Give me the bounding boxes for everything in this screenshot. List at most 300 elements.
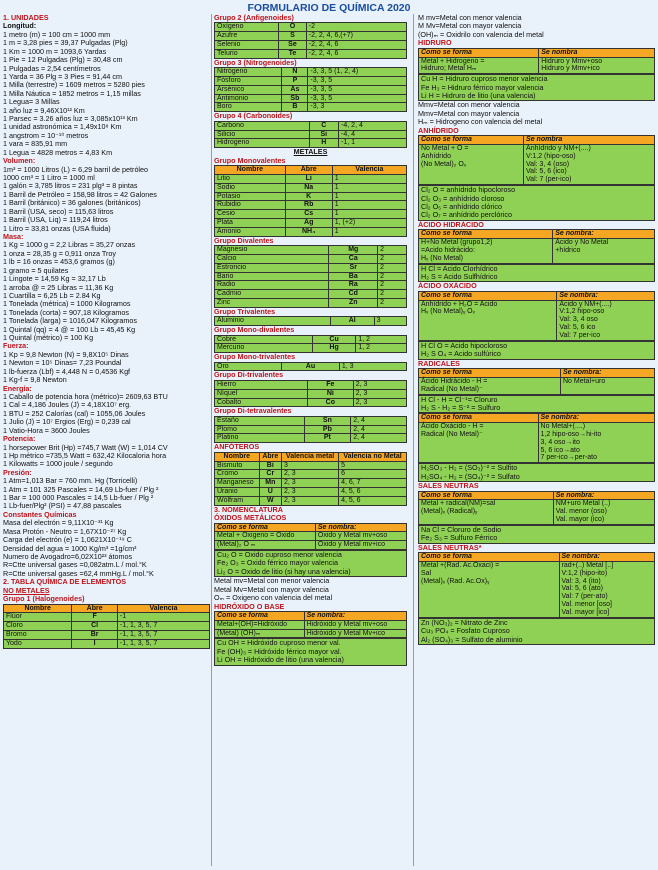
- unit-line: Densidad del agua = 1000 Kg/m³ =1g/cm³: [3, 543, 137, 553]
- column-divider-2: [413, 14, 414, 866]
- formation-table: [418, 291, 655, 341]
- halogen-table: [3, 604, 210, 649]
- unit-line: 1 Atm=1,013 Bar = 760 mm. Hg (Torricelli): [3, 476, 138, 486]
- table-cell: 3: [282, 461, 339, 470]
- table-cell: -1, 1: [339, 139, 407, 148]
- table-row: [215, 210, 407, 219]
- table-row: [419, 57, 655, 74]
- section-heading: RADICALES: [418, 358, 460, 368]
- table-cell: 2, 3: [282, 496, 339, 505]
- table-cell: Wólfram: [215, 496, 260, 505]
- unit-line: 1 m = 3,28 pies = 39,37 Pulgadas (Plg): [3, 38, 128, 48]
- table-header: Valencia: [117, 604, 209, 613]
- unit-line: 1 Newton = 10⁵ Dinas= 7,23 Poundal: [3, 358, 122, 368]
- table-cell: 1: [332, 227, 406, 236]
- table-header: Como se forma: [419, 369, 561, 378]
- table-cell: Metal + radical(NM)=sal (Metal)ₓ (Radical)ᵧ: [419, 500, 554, 524]
- unit-line: R=Ctte universal gases =62,4 mmHg.L / mol.°K: [3, 568, 154, 578]
- examples-box: [214, 550, 407, 577]
- unit-line: 1 Quintal (métrico) = 100 Kg: [3, 333, 94, 343]
- table-cell: Oro: [215, 362, 282, 371]
- table-cell: -2, 2, 4, 6,(+7): [306, 32, 406, 41]
- table-cell: Cobre: [215, 335, 313, 344]
- table-cell: Cromo: [215, 470, 260, 479]
- formation-table: [418, 48, 655, 74]
- example-line: Li₂ O = Oxido de litio (si hay una valencia): [217, 566, 351, 576]
- anfoteros-heading: ANFÓTEROS: [214, 442, 260, 452]
- table-header: Como se forma: [419, 48, 539, 57]
- unit-line: 1 Cal = 4,186 Joules (J) = 4,18X10⁷ erg.: [3, 400, 132, 410]
- table-cell: Si: [309, 130, 338, 139]
- example-line: H₂SO₃ - H₂ = (SO₃)⁻² = Sulfito: [421, 463, 518, 473]
- table-cell: Rb: [285, 201, 332, 210]
- unit-line: 1 horsepower Brit (Hp) =745,7 Watt (W) = 1,014 CV: [3, 442, 168, 452]
- element-table: [214, 22, 407, 58]
- example-line: Cu₂ O = Oxido cuproso menor valencia: [217, 550, 342, 559]
- table-cell: Selenio: [215, 41, 279, 50]
- table-row: [419, 500, 655, 524]
- table-header: Se nombra:: [315, 523, 406, 532]
- table-header: Como se forma: [419, 230, 553, 239]
- table-row: [215, 254, 407, 263]
- example-line: Fe₂ O₃ = Oxido férrico mayor valencia: [217, 558, 338, 568]
- table-cell: 3: [374, 317, 406, 326]
- table-row: [215, 290, 407, 299]
- unit-line: 1 gramo = 5 quilates: [3, 265, 69, 275]
- table-cell: 1, 2: [356, 344, 407, 353]
- formation-table: [214, 611, 407, 638]
- table-cell: Antimonio: [215, 94, 282, 103]
- example-line: Fe H₃ = Hidruro férrico mayor valencia: [421, 82, 544, 92]
- table-row: [4, 639, 210, 648]
- unit-line: 1 Milla (terrestre) = 1609 metros = 5280 pies: [3, 80, 145, 90]
- table-row: [215, 94, 407, 103]
- table-header: Se nombra:: [557, 291, 655, 300]
- section-heading: Energía:: [3, 383, 32, 393]
- table-row: [215, 425, 407, 434]
- example-line: Al₂ (SO₄)₃ = Sulfato de aluminio: [421, 634, 523, 644]
- table-cell: Litio: [215, 174, 286, 183]
- table-header: Abre: [259, 452, 281, 461]
- table-row: [215, 335, 407, 344]
- table-cell: Se: [279, 41, 307, 50]
- unit-line: 1 Pie = 12 Pulgadas (Plg) = 30,48 cm: [3, 55, 123, 65]
- table-cell: Yodo: [4, 639, 72, 648]
- table-cell: Estaño: [215, 416, 305, 425]
- table-header: Como se forma: [419, 553, 560, 562]
- table-row: [215, 201, 407, 210]
- unit-line: 1 Barril (USA, Liq) = 119,24 litros: [3, 215, 108, 225]
- table-cell: 1: [332, 183, 406, 192]
- unit-line: 1 Bar = 100 000 Pascales = 14,5 Lb-fuer / Plg ²: [3, 493, 154, 503]
- table-cell: Bromo: [4, 631, 72, 640]
- table-row: [215, 32, 407, 41]
- unit-line: 1 Cuartilla = 6,25 Lb = 2.84 Kg: [3, 290, 101, 300]
- unit-line: 1 angstrom = 10⁻¹⁰ metros: [3, 130, 89, 140]
- note-line: Metal Mv=Metal con mayor valencia: [214, 584, 329, 594]
- unit-line: 1 lb-fuerza (Lbf) = 4,448 N = 0,4536 Kgf: [3, 366, 131, 376]
- table-row: [215, 183, 407, 192]
- unit-line: 1 galón = 3,785 litros = 231 plg³ = 8 pintas: [3, 181, 138, 191]
- unit-line: 1 arroba @ = 25 Libras = 11,36 Kg: [3, 282, 114, 292]
- table-cell: Cadmio: [215, 290, 329, 299]
- table-row: [215, 461, 407, 470]
- unit-line: 1 Legua = 4828 metros = 4,83 Km: [3, 147, 113, 157]
- example-line: H₂ S = Acido Sulfhídrico: [421, 271, 498, 281]
- table-cell: 2, 3: [282, 479, 339, 488]
- group-title: Grupo Mono-divalentes: [214, 325, 295, 335]
- table-row: [215, 263, 407, 272]
- group-title: Grupo 4 (Carbonoides): [214, 111, 293, 121]
- table-cell: Bi: [259, 461, 281, 470]
- table-cell: -2, 2, 4, 6: [306, 49, 406, 58]
- table-cell: Br: [72, 631, 118, 640]
- metals-heading: METALES: [293, 147, 328, 157]
- unit-line: Carga del electrón (e) = 1,0621X10⁻¹⁹ C: [3, 535, 132, 545]
- table-cell: 1: [332, 201, 406, 210]
- table-cell: Hidróxido y Metal Mv+ico: [304, 629, 406, 638]
- table-cell: Hg: [312, 344, 356, 353]
- table-row: [419, 300, 655, 340]
- table-cell: 2, 3: [353, 398, 406, 407]
- table-header: Se nombra:: [559, 553, 655, 562]
- table-row: [215, 496, 407, 505]
- unit-line: Masa Protón - Neutro = 1,67X10⁻²⁷ Kg: [3, 526, 127, 536]
- unit-line: R=Ctte universal gases =0,082atm.L / mol.°K: [3, 560, 147, 570]
- example-line: Cl₂ O₇ = anhídrido perclórico: [421, 210, 512, 220]
- section-heading: Volumen:: [3, 156, 36, 166]
- table-header: Se nombra:: [538, 414, 654, 423]
- nomenclature-heading: 3. NOMENCLATURA: [214, 504, 283, 514]
- example-line: H₂ S O₄ = Acido sulfúrico: [421, 349, 501, 359]
- examples-box: [418, 341, 655, 360]
- section-heading: SALES NEUTRAS: [418, 481, 479, 491]
- unit-line: 1 Barril (USA, seco) = 115,63 litros: [3, 206, 114, 216]
- table-header: Como se forma: [215, 523, 316, 532]
- table-cell: 4, 5, 6: [339, 496, 407, 505]
- table-row: [215, 479, 407, 488]
- group-title: Grupo Di-trivalentes: [214, 370, 284, 380]
- table-cell: W: [259, 496, 281, 505]
- table-header: Se nombra:: [304, 611, 406, 620]
- note-line: M mv=Metal con menor valencia: [418, 14, 522, 22]
- page-title: FORMULARIO DE QUÍMICA 2020: [247, 2, 411, 14]
- unit-line: 1 vara = 835,91 mm: [3, 139, 68, 149]
- table-cell: Ba: [329, 272, 378, 281]
- example-line: Cu₃ PO₄ = Fosfato Cuproso: [421, 626, 510, 636]
- unit-line: 1m³ = 1000 Litros (L) = 6,29 barril de petróleo: [3, 164, 149, 174]
- table-row: [4, 622, 210, 631]
- group-title: Grupo Divalentes: [214, 235, 274, 245]
- table-cell: -1, 1, 3, 5, 7: [117, 631, 209, 640]
- table-cell: 6: [339, 470, 407, 479]
- example-line: Li OH = Hidróxido de litio (una valencia): [217, 655, 344, 665]
- note-line: Mmv=Metal con mayor valencia: [418, 108, 520, 118]
- table-cell: H: [309, 139, 338, 148]
- table-cell: Anhídrido + H₂O = Acido Hₓ (No Metal)ᵧ Oₓ: [419, 300, 557, 340]
- unit-line: 1 BTU = 252 Calorías (cal) = 1055,06 Joules: [3, 408, 146, 418]
- table-cell: -3, 3, 5 (1, 2, 4): [308, 68, 407, 77]
- unit-line: 1 Julio (J) = 10⁷ Ergios (Erg) = 0,239 cal: [3, 417, 131, 427]
- unit-line: 1 Pulgadas = 2,54 centímetros: [3, 63, 101, 73]
- table-cell: -3, 3, 5: [308, 76, 407, 85]
- table-cell: NH₄: [285, 227, 332, 236]
- table-cell: Au: [282, 362, 340, 371]
- table-cell: 2: [378, 254, 407, 263]
- table-row: [215, 281, 407, 290]
- element-table: [214, 335, 407, 354]
- example-line: H Cl - H = Cl⁻¹= Cloruro: [421, 394, 498, 404]
- unit-line: 1 Kg-f = 9,8 Newton: [3, 375, 67, 385]
- table-cell: Hidróxido y Metal mv+oso: [304, 620, 406, 629]
- table-cell: Oxido y Metal mv+oso: [315, 532, 406, 541]
- example-line: Zn (NO₃)₂ = Nitrato de Zinc: [421, 617, 508, 627]
- table-cell: -3, 3, 5: [308, 85, 407, 94]
- table-cell: N: [282, 68, 308, 77]
- table-cell: -1, 1, 3, 5, 7: [117, 622, 209, 631]
- note-line: Metal mv=Metal con menor valencia: [214, 576, 330, 586]
- table-row: [215, 272, 407, 281]
- note-line: Mmv=Metal con menor valencia: [418, 100, 520, 110]
- unit-line: 1 onza = 28,35 g = 0,911 onza Troy: [3, 248, 116, 258]
- example-line: Li H = Hidruro de litio (una valencia): [421, 91, 536, 101]
- section-heading: HIDRÓXIDO O BASE: [214, 601, 285, 611]
- examples-box: [418, 74, 655, 101]
- table-cell: Radio: [215, 281, 329, 290]
- table-header: Se nombra: [524, 136, 655, 145]
- table-cell: -1, 1, 3, 5, 7: [117, 639, 209, 648]
- unit-line: 1 Yarda = 36 Plg = 3 Pies = 91,44 cm: [3, 71, 123, 81]
- table-row: [419, 377, 655, 394]
- table-cell: P: [282, 76, 308, 85]
- note-line: M Mv=Metal con mayor valencia: [418, 21, 522, 31]
- table-row: [215, 541, 407, 550]
- table-cell: Nitrógeno: [215, 68, 282, 77]
- table-cell: Ra: [329, 281, 378, 290]
- table-cell: Ca: [329, 254, 378, 263]
- table-cell: 2, 4: [351, 416, 407, 425]
- table-cell: 1: [332, 210, 406, 219]
- formation-table: [418, 229, 655, 263]
- table-cell: Silicio: [215, 130, 310, 139]
- note-line: Oₘ = Oxigeno con valencia del metal: [214, 593, 333, 603]
- table-header: Se nombra:: [553, 491, 654, 500]
- table-header: Valencia metal: [282, 452, 339, 461]
- element-table: [214, 380, 407, 407]
- table-cell: B: [282, 103, 308, 112]
- table-cell: -4, 2, 4: [339, 121, 407, 130]
- example-line: H₂SO₄ - H₂ = (SO₄)⁻² = Sulfato: [421, 471, 520, 481]
- unit-line: 1 Kg = 1000 g = 2,2 Libras = 35,27 onzas: [3, 240, 136, 250]
- table-cell: Flúor: [4, 613, 72, 622]
- table-cell: Aluminio: [215, 317, 331, 326]
- examples-box: [418, 618, 655, 645]
- table-row: [215, 416, 407, 425]
- table-cell: 2: [378, 290, 407, 299]
- table-cell: Azufre: [215, 32, 279, 41]
- table-row: [215, 620, 407, 629]
- table-cell: U: [259, 488, 281, 497]
- table-cell: Fósforo: [215, 76, 282, 85]
- table-cell: Amonio: [215, 227, 286, 236]
- table-cell: Ácido y NM+(....) V:1,2 hipo-oso Val: 3, 4 oso Val: 5, 6 ico Val: 7 per-ico: [557, 300, 655, 340]
- table-cell: Ácido Oxácido - H = Radical (No Metal)⁻: [419, 423, 539, 463]
- table-row: [215, 629, 407, 638]
- unit-line: 1 Tonelada (métrica) = 1000 Kilogramos: [3, 299, 131, 309]
- table-row: [215, 68, 407, 77]
- table-cell: Ácido y No Metal +hídrico: [553, 239, 655, 263]
- unit-line: 1 Caballo de potencia hora (métrico)= 2609,63 BTU: [3, 391, 168, 401]
- table-cell: Estroncio: [215, 263, 329, 272]
- table-cell: Cloro: [4, 622, 72, 631]
- table-row: [419, 239, 655, 263]
- table-cell: 2, 3: [282, 488, 339, 497]
- table-cell: (Metal)₂ O ₘ: [215, 541, 316, 550]
- table-cell: Uranio: [215, 488, 260, 497]
- table-cell: Telurio: [215, 49, 279, 58]
- table-cell: Zn: [329, 299, 378, 308]
- unit-line: 1 Barril de Petróleo = 158,98 litros = 42 Galones: [3, 189, 157, 199]
- example-line: Cl₂ O = anhídrido hipocloroso: [421, 185, 516, 195]
- table-cell: 2: [378, 246, 407, 255]
- table-cell: 2: [378, 272, 407, 281]
- nomenclature-column: [418, 14, 655, 866]
- table-cell: O: [279, 23, 307, 32]
- table-cell: Cl: [72, 622, 118, 631]
- section-heading: ÁCIDO HIDRÁCIDO: [418, 219, 484, 229]
- table-cell: Magnesio: [215, 246, 329, 255]
- unit-line: 1000 cm³ = 1 Litro = 1000 ml: [3, 173, 95, 183]
- group-title: Grupo Mono-trivalentes: [214, 352, 296, 362]
- table-cell: Plata: [215, 219, 286, 228]
- table-row: [215, 380, 407, 389]
- table-cell: Boro: [215, 103, 282, 112]
- table-row: [215, 85, 407, 94]
- table-cell: No Metal + O = Anhídrido (No Metal)₂ Oₓ: [419, 144, 524, 184]
- table-header: Como se forma: [419, 291, 557, 300]
- table-cell: Metal +(Rad. Ac.Oxaci) = Sal (Metal)ₓ (Rad. Ac.Ox)ᵧ: [419, 561, 560, 617]
- table-cell: Bario: [215, 272, 329, 281]
- table-header: Nombre: [4, 604, 72, 613]
- section-heading: ÓXIDOS METÁLICOS: [214, 513, 287, 523]
- table-cell: Ácido Hidrácido - H = Radical (No Metal)⁻: [419, 377, 561, 394]
- example-line: Na Cl = Cloruro de Sodio: [421, 524, 502, 534]
- table-cell: H+No Metal (grupo1,2) =Acido hidrácido: Hₓ (No Metal): [419, 239, 553, 263]
- element-table: [214, 416, 407, 443]
- elements-column: [214, 14, 407, 866]
- unit-line: 1 Milla Náutica = 1852 metros = 1,15 millas: [3, 88, 141, 98]
- group-title: Grupo 2 (Anfigenoides): [214, 14, 294, 22]
- table-cell: Carbono: [215, 121, 310, 130]
- section-heading: Longitud:: [3, 21, 37, 31]
- example-line: Cu OH = Hidróxido cuproso menor val.: [217, 638, 341, 648]
- section-heading: NO METALES: [3, 585, 50, 595]
- table-cell: Pt: [304, 434, 351, 443]
- table-cell: No Metal+uro: [561, 377, 655, 394]
- section-heading: HIDRURO: [418, 38, 452, 48]
- table-header: Como se forma: [419, 414, 539, 423]
- table-cell: Mercurio: [215, 344, 313, 353]
- table-row: [215, 219, 407, 228]
- example-line: Cl₂ O₅ = anhídrido clórico: [421, 201, 502, 211]
- table-cell: 1, 3: [339, 362, 406, 371]
- table-row: [215, 121, 407, 130]
- formation-table: [418, 552, 655, 618]
- table-cell: 1: [332, 174, 406, 183]
- table-cell: Anhídrido y NM+(....) V:1,2 (hipo-oso) Val: 3, 4 (oso) Val: 5, 6 (ico) Val: 7 (per-ico): [524, 144, 655, 184]
- element-table: [214, 121, 407, 148]
- table-cell: Ag: [285, 219, 332, 228]
- section-heading: Presión:: [3, 467, 32, 477]
- unit-line: 1 Lb-fuer/Plg² (PSI) = 47,88 pascales: [3, 501, 122, 511]
- unit-line: 1 Quintal (qq) = 4 @ = 100 Lb = 45,45 Kg: [3, 324, 136, 334]
- unit-line: 1 Vatio-Hora = 3600 Joules: [3, 425, 90, 435]
- section-heading: Potencia:: [3, 434, 36, 444]
- table-row: [215, 389, 407, 398]
- examples-box: [418, 525, 655, 544]
- table-header: Se nombra:: [561, 369, 655, 378]
- table-cell: Sr: [329, 263, 378, 272]
- table-cell: Oxido y Metal mv+ico: [315, 541, 406, 550]
- element-table: [214, 165, 407, 237]
- table-cell: F: [72, 613, 118, 622]
- section-heading: ÁCIDO OXÁCIDO: [418, 281, 477, 291]
- table-cell: 2, 3: [353, 389, 406, 398]
- table-cell: No Metal+(....) 1,2 hipo-oso→hi-ito 3, 4 oso→ito 5, 6 ico→ato 7 per-ico→per-ato: [538, 423, 654, 463]
- table-cell: Hierro: [215, 380, 308, 389]
- table-cell: 2, 3: [282, 470, 339, 479]
- table-row: [215, 227, 407, 236]
- formation-table: [418, 413, 655, 463]
- table-header: Valencia no Metal: [339, 452, 407, 461]
- examples-box: [418, 264, 655, 283]
- example-line: Fe (OH)₃ = Hidróxido férrico mayor val.: [217, 646, 342, 656]
- table-cell: rad+(..) Metal [..] V:1,2 (hipo-ito) Val: 3, 4 (ito) Val: 5, 6 (ato) Val: 7 (per-ato) Val. menor [oso] Val. mayor [ico]: [559, 561, 655, 617]
- section-heading: Constantes Químicas: [3, 509, 77, 519]
- table-cell: (Metal) (OH)ₘ: [215, 629, 305, 638]
- table-cell: Oxígeno: [215, 23, 279, 32]
- table-row: [215, 246, 407, 255]
- table-header: Abre: [72, 604, 118, 613]
- formation-table: [418, 135, 655, 185]
- table-cell: Cobalto: [215, 398, 308, 407]
- formation-table: [214, 523, 407, 550]
- table-row: [215, 23, 407, 32]
- table-cell: Manganeso: [215, 479, 260, 488]
- table-cell: Co: [307, 398, 353, 407]
- table-cell: 2: [378, 299, 407, 308]
- unit-line: 1 Barril (británico) = 36 galones (británicos): [3, 198, 141, 208]
- table-cell: Mn: [259, 479, 281, 488]
- table-cell: 1: [332, 192, 406, 201]
- table-row: [215, 532, 407, 541]
- unit-line: 1 Atm = 101 325 Pascales = 14,69 Lb-fuer / Plg ²: [3, 484, 159, 494]
- table-cell: 4, 5, 6: [339, 488, 407, 497]
- table-cell: Hidrogeno: [215, 139, 310, 148]
- table-cell: K: [285, 192, 332, 201]
- unit-line: 1 Tonelada (larga) = 1016,047 Kilogramos: [3, 316, 137, 326]
- examples-box: [418, 395, 655, 414]
- table-row: [215, 49, 407, 58]
- unit-line: 1 Parsec = 3.26 años luz = 3,085x10¹³ Km: [3, 114, 138, 124]
- group-title: Grupo Di-tetravalentes: [214, 406, 292, 416]
- element-table: [214, 67, 407, 112]
- table-row: [4, 613, 210, 622]
- table-cell: Metal+(OH)=Hidróxido: [215, 620, 305, 629]
- table-cell: 2, 3: [353, 380, 406, 389]
- note-line: (OH)ₘ = Oxidrilo con valencia del metal: [418, 29, 544, 39]
- example-line: H Cl = Acido Clorhídrico: [421, 263, 498, 273]
